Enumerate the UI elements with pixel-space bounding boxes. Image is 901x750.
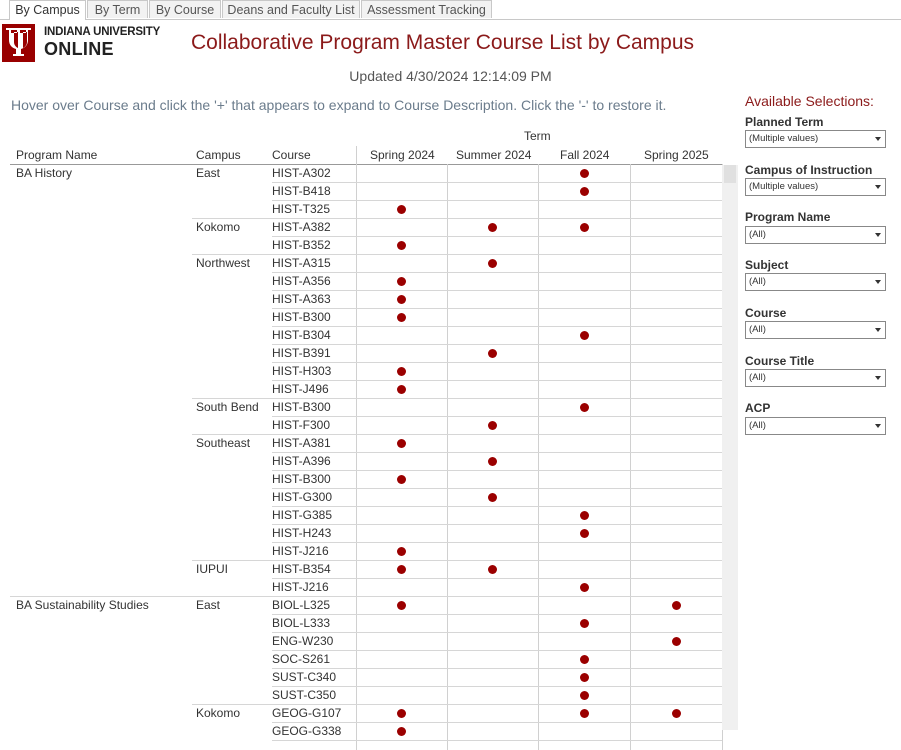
table-row	[0, 362, 740, 380]
course-cell[interactable]: GEOG-G107	[272, 706, 342, 720]
course-cell[interactable]: HIST-B300	[272, 400, 331, 414]
filter-label-subject: Subject	[745, 258, 789, 272]
course-cell[interactable]: BIOL-L325	[272, 598, 331, 612]
table-row	[0, 560, 740, 578]
table-row	[0, 452, 740, 470]
course-cell[interactable]: HIST-A396	[272, 454, 331, 468]
table-row	[0, 272, 740, 290]
filter-value: (All)	[749, 372, 766, 383]
page-title: Collaborative Program Master Course List by Campus	[191, 31, 695, 54]
term-offered-dot[interactable]	[397, 205, 406, 214]
table-row	[0, 524, 740, 542]
course-cell[interactable]: ENG-W230	[272, 634, 334, 648]
term-offered-dot[interactable]	[397, 385, 406, 394]
table-row	[0, 506, 740, 524]
tab-by-course[interactable]: By Course	[149, 0, 221, 18]
table-row	[0, 578, 740, 596]
course-table	[0, 124, 740, 738]
course-cell[interactable]: HIST-T325	[272, 202, 331, 216]
course-cell[interactable]: SUST-C350	[272, 688, 337, 702]
course-cell[interactable]: HIST-A382	[272, 220, 331, 234]
filter-label-planned-term: Planned Term	[745, 115, 824, 129]
course-cell[interactable]: HIST-J216	[272, 544, 329, 558]
term-offered-dot[interactable]	[488, 421, 497, 430]
term-offered-dot[interactable]	[672, 601, 681, 610]
term-offered-dot[interactable]	[488, 565, 497, 574]
chevron-down-icon	[875, 233, 881, 237]
course-cell[interactable]: HIST-B352	[272, 238, 331, 252]
filter-value: (Multiple values)	[749, 181, 819, 192]
course-cell[interactable]: HIST-G385	[272, 508, 333, 522]
course-cell[interactable]: GEOG-G338	[272, 724, 342, 738]
term-offered-dot[interactable]	[488, 259, 497, 268]
term-offered-dot[interactable]	[397, 439, 406, 448]
table-row	[0, 236, 740, 254]
course-cell[interactable]: HIST-B300	[272, 472, 331, 486]
instructions-text: Hover over Course and click the '+' that appears to expand to Course Description. Click the '-' to restore it.	[11, 97, 667, 113]
table-row	[0, 704, 740, 722]
chevron-down-icon	[875, 280, 881, 284]
term-offered-dot[interactable]	[397, 367, 406, 376]
table-row	[0, 254, 740, 272]
term-offered-dot[interactable]	[580, 403, 589, 412]
course-cell[interactable]: HIST-B304	[272, 328, 331, 342]
table-row	[0, 650, 740, 668]
table-row	[0, 614, 740, 632]
filter-select-course-title[interactable]	[745, 369, 886, 387]
chevron-down-icon	[875, 424, 881, 428]
table-row	[0, 488, 740, 506]
campus-cell: South Bend	[196, 400, 259, 414]
term-offered-dot[interactable]	[397, 565, 406, 574]
course-cell[interactable]: HIST-J216	[272, 580, 329, 594]
term-offered-dot[interactable]	[397, 475, 406, 484]
filter-label-acp: ACP	[745, 401, 771, 415]
term-offered-dot[interactable]	[580, 691, 589, 700]
course-cell[interactable]: HIST-B391	[272, 346, 331, 360]
table-scrollbar[interactable]	[722, 165, 738, 730]
filter-select-campus[interactable]	[745, 178, 886, 196]
term-offered-dot[interactable]	[397, 241, 406, 250]
tab-by-campus[interactable]: By Campus	[9, 0, 86, 20]
table-row	[0, 470, 740, 488]
term-offered-dot[interactable]	[580, 223, 589, 232]
table-row	[0, 686, 740, 704]
filter-label-course: Course	[745, 306, 787, 320]
course-cell[interactable]: HIST-H303	[272, 364, 332, 378]
column-header-summer-2024[interactable]: Summer 2024	[456, 148, 532, 162]
table-row	[0, 416, 740, 434]
campus-cell: Kokomo	[196, 706, 241, 720]
tab-by-term[interactable]: By Term	[87, 0, 148, 18]
table-row	[0, 596, 740, 614]
iu-trident-logo-icon	[2, 24, 35, 62]
course-cell[interactable]: HIST-A315	[272, 256, 331, 270]
filter-sidebar	[745, 0, 901, 730]
available-selections-heading: Available Selections:	[745, 93, 874, 109]
tab-deans-faculty-list[interactable]: Deans and Faculty List	[222, 0, 360, 18]
table-row	[0, 434, 740, 452]
column-header-spring-2024[interactable]: Spring 2024	[370, 148, 435, 162]
filter-select-planned-term[interactable]	[745, 130, 886, 148]
course-cell[interactable]: HIST-G300	[272, 490, 333, 504]
term-offered-dot[interactable]	[580, 583, 589, 592]
course-cell[interactable]: HIST-A363	[272, 292, 331, 306]
updated-timestamp: Updated 4/30/2024 12:14:09 PM	[349, 68, 552, 84]
term-offered-dot[interactable]	[488, 493, 497, 502]
term-offered-dot[interactable]	[397, 295, 406, 304]
term-offered-dot[interactable]	[580, 673, 589, 682]
course-cell[interactable]: HIST-B300	[272, 310, 331, 324]
chevron-down-icon	[875, 185, 881, 189]
logo-text-online: ONLINE	[44, 39, 114, 59]
column-header-course[interactable]: Course	[272, 148, 311, 162]
course-cell[interactable]: SUST-C340	[272, 670, 337, 684]
table-row	[0, 182, 740, 200]
campus-cell: Kokomo	[196, 220, 241, 234]
table-row	[0, 722, 740, 740]
table-row	[0, 668, 740, 686]
term-group-header: Term	[524, 129, 551, 143]
filter-select-program-name[interactable]	[745, 226, 886, 244]
table-row	[0, 398, 740, 416]
chevron-down-icon	[875, 137, 881, 141]
term-offered-dot[interactable]	[672, 637, 681, 646]
course-cell[interactable]: HIST-A381	[272, 436, 331, 450]
course-cell[interactable]: HIST-F300	[272, 418, 331, 432]
column-header-fall-2024[interactable]: Fall 2024	[560, 148, 610, 162]
tab-assessment-tracking[interactable]: Assessment Tracking	[361, 0, 492, 18]
filter-value: (Multiple values)	[749, 133, 819, 144]
table-row	[0, 326, 740, 344]
table-row	[0, 344, 740, 362]
campus-cell: Northwest	[196, 256, 251, 270]
term-offered-dot[interactable]	[580, 187, 589, 196]
filter-value: (All)	[749, 324, 766, 335]
term-offered-dot[interactable]	[397, 727, 406, 736]
campus-cell: East	[196, 598, 221, 612]
term-offered-dot[interactable]	[580, 169, 589, 178]
course-cell[interactable]: HIST-A302	[272, 166, 331, 180]
filter-label-campus: Campus of Instruction	[745, 163, 873, 177]
table-row	[0, 308, 740, 326]
course-cell[interactable]: HIST-J496	[272, 382, 329, 396]
term-offered-dot[interactable]	[488, 349, 497, 358]
table-row	[0, 380, 740, 398]
campus-cell: Southeast	[196, 436, 251, 450]
program-name-cell: BA Sustainability Studies	[16, 598, 149, 612]
table-scrollbar-thumb[interactable]	[724, 165, 736, 183]
course-cell[interactable]: HIST-B354	[272, 562, 331, 576]
filter-value: (All)	[749, 276, 766, 287]
table-row	[0, 218, 740, 236]
term-offered-dot[interactable]	[672, 709, 681, 718]
table-row	[0, 164, 740, 182]
term-offered-dot[interactable]	[580, 529, 589, 538]
course-cell[interactable]: HIST-H243	[272, 526, 332, 540]
table-row	[0, 290, 740, 308]
header-divider-v	[356, 146, 357, 164]
course-cell[interactable]: HIST-B418	[272, 184, 331, 198]
logo-text-university: INDIANA UNIVERSITY	[44, 26, 161, 38]
term-offered-dot[interactable]	[397, 601, 406, 610]
filter-select-course[interactable]	[745, 321, 886, 339]
term-offered-dot[interactable]	[397, 277, 406, 286]
term-offered-dot[interactable]	[397, 313, 406, 322]
chevron-down-icon	[875, 376, 881, 380]
column-header-spring-2025[interactable]: Spring 2025	[644, 148, 709, 162]
filter-select-acp[interactable]	[745, 417, 886, 435]
term-offered-dot[interactable]	[580, 511, 589, 520]
term-offered-dot[interactable]	[397, 547, 406, 556]
campus-cell: IUPUI	[196, 562, 229, 576]
term-offered-dot[interactable]	[580, 655, 589, 664]
term-offered-dot[interactable]	[580, 331, 589, 340]
term-offered-dot[interactable]	[488, 457, 497, 466]
course-cell[interactable]: SOC-S261	[272, 652, 331, 666]
chevron-down-icon	[875, 328, 881, 332]
filter-value: (All)	[749, 229, 766, 240]
term-offered-dot[interactable]	[580, 619, 589, 628]
column-header-program[interactable]: Program Name	[16, 148, 98, 162]
table-row	[0, 200, 740, 218]
course-cell[interactable]: HIST-A356	[272, 274, 331, 288]
table-row	[0, 632, 740, 650]
filter-label-program-name: Program Name	[745, 210, 831, 224]
filter-label-course-title: Course Title	[745, 354, 815, 368]
term-offered-dot[interactable]	[397, 709, 406, 718]
row-divider	[272, 740, 722, 741]
program-name-cell: BA History	[16, 166, 73, 180]
course-cell[interactable]: BIOL-L333	[272, 616, 331, 630]
table-row	[0, 542, 740, 560]
filter-value: (All)	[749, 420, 766, 431]
filter-select-subject[interactable]	[745, 273, 886, 291]
column-header-campus[interactable]: Campus	[196, 148, 241, 162]
term-offered-dot[interactable]	[488, 223, 497, 232]
campus-cell: East	[196, 166, 221, 180]
term-offered-dot[interactable]	[580, 709, 589, 718]
